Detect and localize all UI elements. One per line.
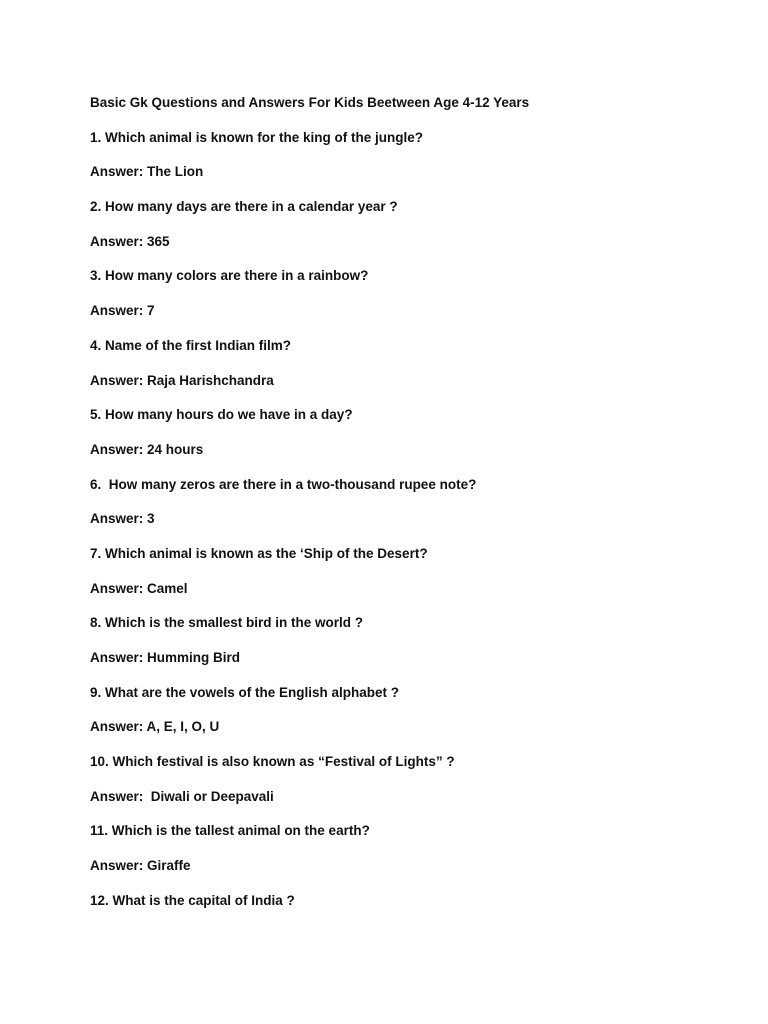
question-10: 10. Which festival is also known as “Festival of Lights” ? xyxy=(90,754,455,770)
answer-8: Answer: Humming Bird xyxy=(90,650,241,665)
question-8: 8. Which is the smallest bird in the world ? xyxy=(90,615,364,631)
question-3: 3. How many colors are there in a rainbow? xyxy=(90,268,369,284)
question-9: 9. What are the vowels of the English alphabet ? xyxy=(90,684,400,700)
answer-3: Answer: 7 xyxy=(90,303,155,319)
answer-11: Answer: Giraffe xyxy=(90,858,191,874)
answer-6: Answer: 3 xyxy=(90,511,155,527)
document-title: Basic Gk Questions and Answers For Kids Beetween Age 4-12 Years xyxy=(90,95,530,110)
answer-10: Answer: Diwali or Deepavali xyxy=(90,788,274,804)
question-1: 1. Which animal is known for the king of the jungle? xyxy=(90,129,424,145)
document-page xyxy=(90,93,730,926)
question-2: 2. How many days are there in a calendar year ? xyxy=(90,199,398,215)
question-11: 11. Which is the tallest animal on the earth? xyxy=(90,823,370,839)
answer-5: Answer: 24 hours xyxy=(90,441,204,457)
question-7: 7. Which animal is known as the ‘Ship of the Desert? xyxy=(90,545,428,561)
question-list xyxy=(90,128,730,911)
answer-1: Answer: The Lion xyxy=(90,164,204,180)
question-6: 6. How many zeros are there in a two-thousand rupee note? xyxy=(90,476,477,492)
answer-7: Answer: Camel xyxy=(90,580,188,596)
answer-2: Answer: 365 xyxy=(90,233,170,249)
answer-4: Answer: Raja Harishchandra xyxy=(90,372,274,388)
question-12: 12. What is the capital of India ? xyxy=(90,892,295,908)
question-5: 5. How many hours do we have in a day? xyxy=(90,407,353,423)
answer-9: Answer: A, E, I, O, U xyxy=(90,719,220,735)
question-4: 4. Name of the first Indian film? xyxy=(90,337,292,353)
